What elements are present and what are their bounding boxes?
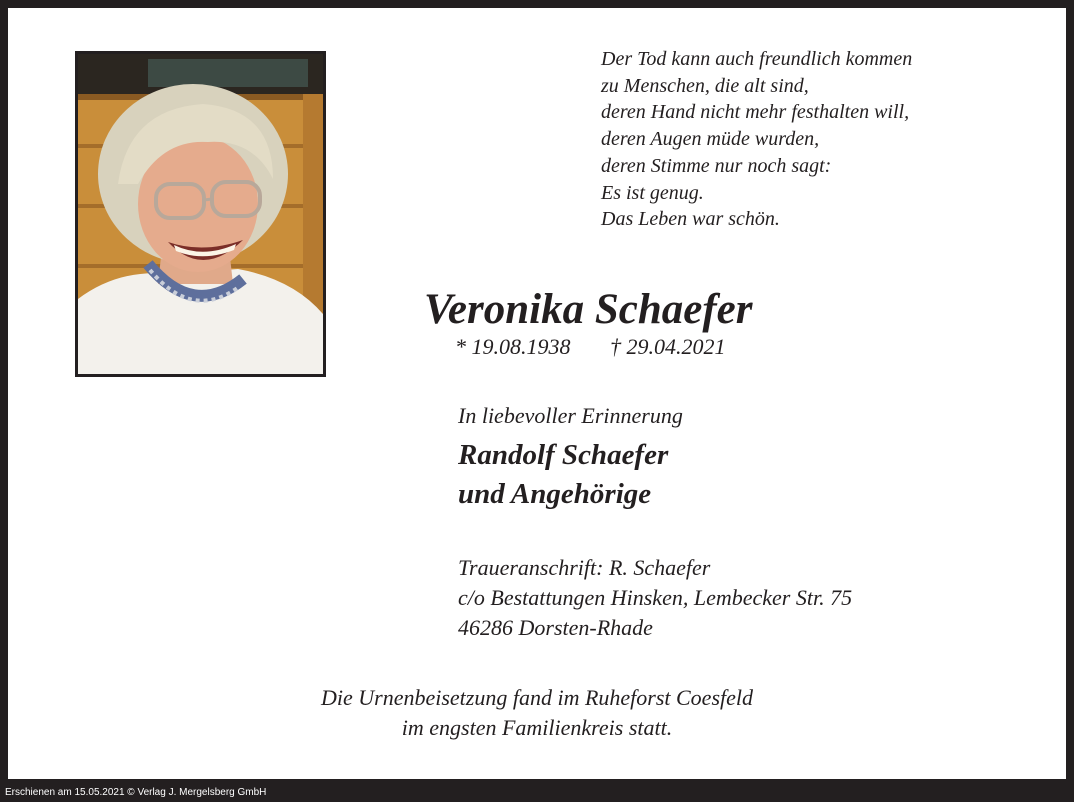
mourning-address <box>458 553 852 643</box>
mourner-names <box>458 436 668 514</box>
poem-line: Es ist genug. <box>601 181 704 204</box>
mourner-name: Randolf Schaefer <box>458 439 669 471</box>
burial-notice <box>241 683 833 743</box>
address-line: Traueranschrift: R. Schaefer <box>458 555 711 580</box>
publication-footer: Erschienen am 15.05.2021 © Verlag J. Mergelsberg GmbH <box>5 787 267 798</box>
poem-line: zu Menschen, die alt sind, <box>601 74 809 97</box>
mourner-name: und Angehörige <box>458 478 652 510</box>
memory-intro: In liebevoller Erinnerung <box>458 403 683 428</box>
poem-line: Das Leben war schön. <box>601 208 780 231</box>
life-dates <box>455 334 726 360</box>
poem-line: deren Stimme nur noch sagt: <box>601 154 832 177</box>
birth-date: * 19.08.1938 <box>455 334 571 359</box>
address-line: c/o Bestattungen Hinsken, Lembecker Str. 75 <box>458 585 853 610</box>
portrait-illustration <box>78 54 323 374</box>
address-line: 46286 Dorsten-Rhade <box>458 615 653 640</box>
death-date: † 29.04.2021 <box>610 334 726 359</box>
notice-line: im engsten Familienkreis statt. <box>401 715 673 740</box>
portrait-photo <box>75 51 326 377</box>
poem-line: deren Hand nicht mehr festhalten will, <box>601 101 910 124</box>
poem <box>601 46 912 233</box>
obituary-card <box>8 8 1066 779</box>
poem-line: deren Augen müde wurden, <box>601 128 820 151</box>
deceased-name: Veronika Schaefer <box>424 286 753 333</box>
poem-line: Der Tod kann auch freundlich kommen <box>601 48 913 70</box>
notice-line: Die Urnenbeisetzung fand im Ruheforst Coesfeld <box>320 685 753 710</box>
